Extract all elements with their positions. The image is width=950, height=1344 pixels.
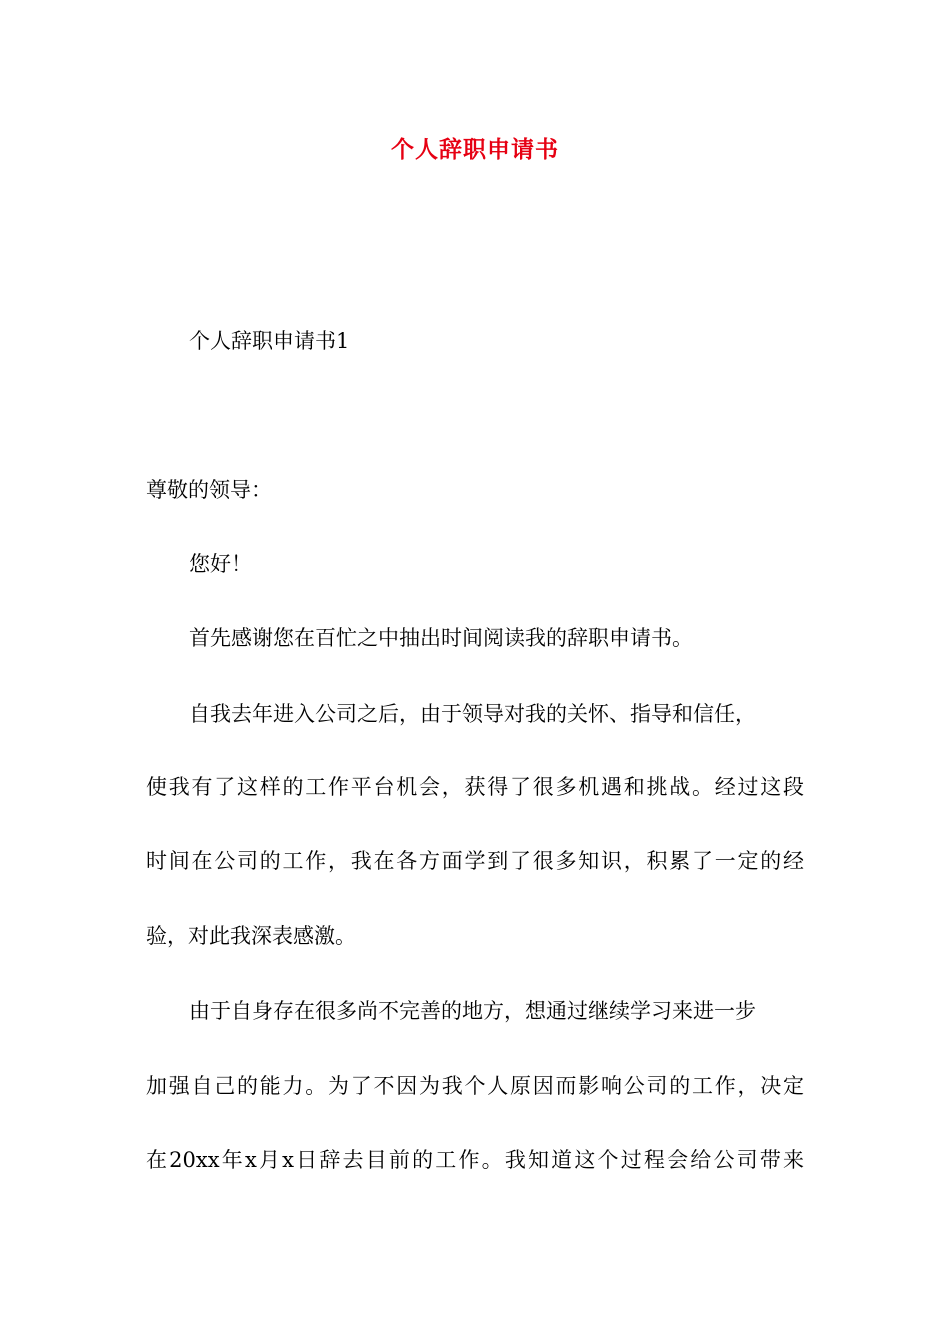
- body-line: 自我去年进入公司之后，由于领导对我的关怀、指导和信任，: [189, 702, 756, 726]
- body-line: 使我有了这样的工作平台机会，获得了很多机遇和挑战。经过这段: [146, 775, 804, 799]
- body-line: 由于自身存在很多尚不完善的地方，想通过继续学习来进一步: [189, 999, 756, 1023]
- body-line: 时间在公司的工作，我在各方面学到了很多知识，积累了一定的经: [146, 849, 804, 873]
- salutation: 尊敬的领导：: [146, 478, 272, 502]
- section-heading: 个人辞职申请书1: [189, 329, 350, 353]
- document-title: 个人辞职申请书: [391, 137, 559, 163]
- body-line: 首先感谢您在百忙之中抽出时间阅读我的辞职申请书。: [189, 626, 693, 650]
- body-line: 验，对此我深表感激。: [146, 924, 356, 948]
- greeting: 您好！: [189, 552, 252, 576]
- body-line: 加强自己的能力。为了不因为我个人原因而影响公司的工作，决定: [146, 1074, 804, 1098]
- body-line: 在20xx年x月x日辞去目前的工作。我知道这个过程会给公司带来: [146, 1148, 804, 1172]
